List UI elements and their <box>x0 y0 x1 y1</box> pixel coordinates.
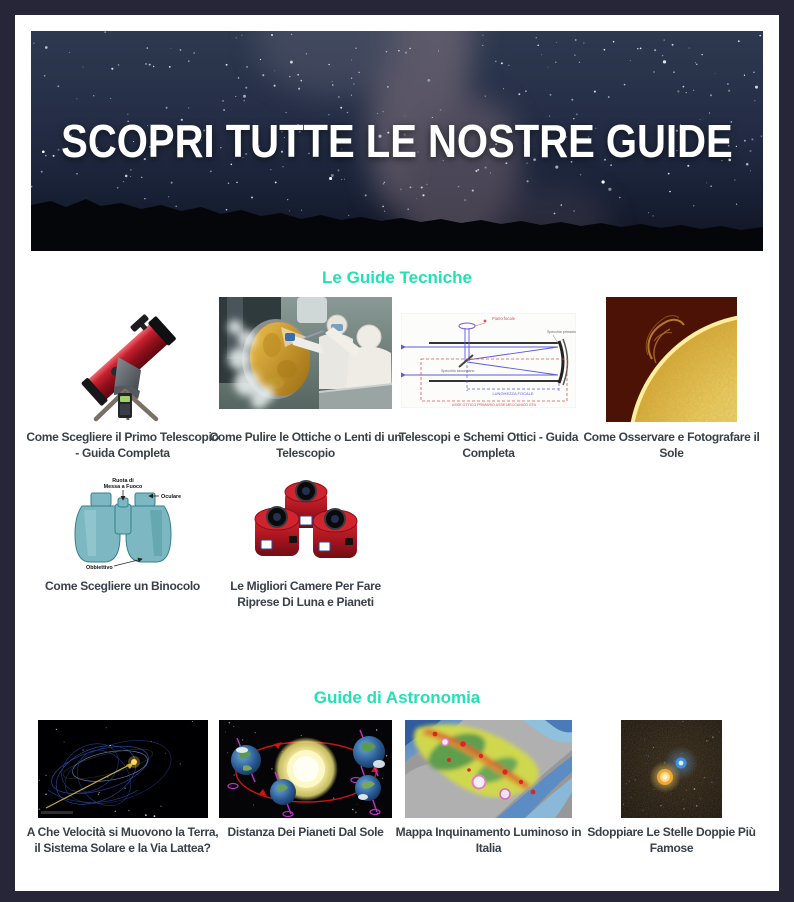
focal-length-label: LUNGHEZZA FOCALE <box>492 390 534 396</box>
guide-thumbnail[interactable] <box>214 720 397 818</box>
section-title-guide-astronomia: Guide di Astronomia <box>313 688 481 707</box>
guide-card-schemi-ottici[interactable] <box>397 297 580 461</box>
guide-thumbnail[interactable] <box>214 297 397 423</box>
guide-astronomia-row <box>26 720 763 856</box>
secondary-mirror-label: Specchio secondario <box>441 368 475 373</box>
guide-card-stelle-doppie[interactable] <box>580 720 763 856</box>
earth-orbit-seasons-diagram-image <box>219 720 392 818</box>
guide-title-link[interactable]: A Che Velocità si Muovono la Terra, il Sistema Solare e la Via Lattea? <box>26 825 219 855</box>
guide-title-link[interactable]: Come Scegliere un Binocolo <box>45 579 200 593</box>
guide-card-velocita-galassia[interactable] <box>26 720 219 856</box>
section-title-guide-tecniche: Le Guide Tecniche <box>322 268 472 287</box>
binoculars-diagram-image <box>62 476 184 572</box>
guide-card-primo-telescopio[interactable] <box>26 297 219 461</box>
focal-plane-label: Piano focale <box>492 315 516 321</box>
galaxy-motion-trails-image <box>38 720 208 818</box>
guide-thumbnail[interactable] <box>31 476 214 572</box>
guide-title-link[interactable]: Telescopi e Schemi Ottici - Guida Completa <box>398 430 579 460</box>
guide-title-link[interactable]: Come Scegliere il Primo Telescopio - Guida Completa <box>26 430 219 460</box>
guide-thumbnail[interactable] <box>397 297 580 423</box>
guide-card-camere-planetarie[interactable] <box>214 476 397 610</box>
guide-thumbnail[interactable] <box>397 720 580 818</box>
guide-title-link[interactable]: Sdoppiare Le Stelle Doppie Più Famose <box>587 825 756 855</box>
guide-title-link[interactable]: Come Osservare e Fotografare il Sole <box>583 430 760 460</box>
guide-title-link[interactable]: Le Migliori Camere Per Fare Riprese Di Luna e Pianeti <box>230 579 381 609</box>
guide-title-link[interactable]: Distanza Dei Pianeti Dal Sole <box>227 825 384 839</box>
guide-tecniche-row-2 <box>31 476 763 610</box>
camera-left <box>255 507 299 556</box>
binoculars-objective-label: Obbiettivo <box>85 565 113 571</box>
guide-card-inquinamento-luminoso[interactable] <box>397 720 580 856</box>
guide-card-binocolo[interactable] <box>31 476 214 610</box>
albireo-double-star-image <box>621 720 722 818</box>
primary-mirror-label: Specchio primario <box>547 329 576 334</box>
guide-title-link[interactable]: Mappa Inquinamento Luminoso in Italia <box>395 825 582 855</box>
italy-light-pollution-map-image <box>405 720 572 818</box>
hero-title: SCOPRI TUTTE LE NOSTRE GUIDE <box>61 115 733 167</box>
guide-thumbnail[interactable] <box>580 297 763 423</box>
newtonian-optical-schematic-image <box>401 313 576 408</box>
guide-thumbnail[interactable] <box>580 720 763 818</box>
red-newtonian-telescope-image <box>48 297 198 423</box>
guide-thumbnail[interactable] <box>214 476 397 572</box>
page-content <box>15 15 779 891</box>
optical-axis-label: ASSE OTTICO PRIMARIO ASSE MECCANICO EFA <box>451 402 537 407</box>
binoculars-focus-label: Messa a Fuoco <box>103 484 142 490</box>
night-sky-image <box>31 31 763 251</box>
guide-card-pulire-ottiche[interactable] <box>209 297 402 461</box>
guide-thumbnail[interactable] <box>31 297 214 423</box>
technicians-cleaning-telescope-mirror-image <box>219 297 392 409</box>
guide-card-osservare-sole[interactable] <box>580 297 763 461</box>
guide-title-link[interactable]: Come Pulire le Ottiche o Lenti di un Telescopio <box>209 430 402 460</box>
guide-tecniche-row-1 <box>26 297 763 461</box>
hero-banner <box>31 31 763 251</box>
red-planetary-cameras-image <box>245 476 367 568</box>
binoculars-focus-label: Ruota di <box>111 478 134 484</box>
binoculars-eyepiece-label: Oculare <box>160 494 181 500</box>
guide-card-distanza-pianeti[interactable] <box>214 720 397 856</box>
camera-right <box>313 509 357 558</box>
guide-thumbnail[interactable] <box>31 720 214 818</box>
sun-closeup-with-prominence-image <box>606 297 737 422</box>
